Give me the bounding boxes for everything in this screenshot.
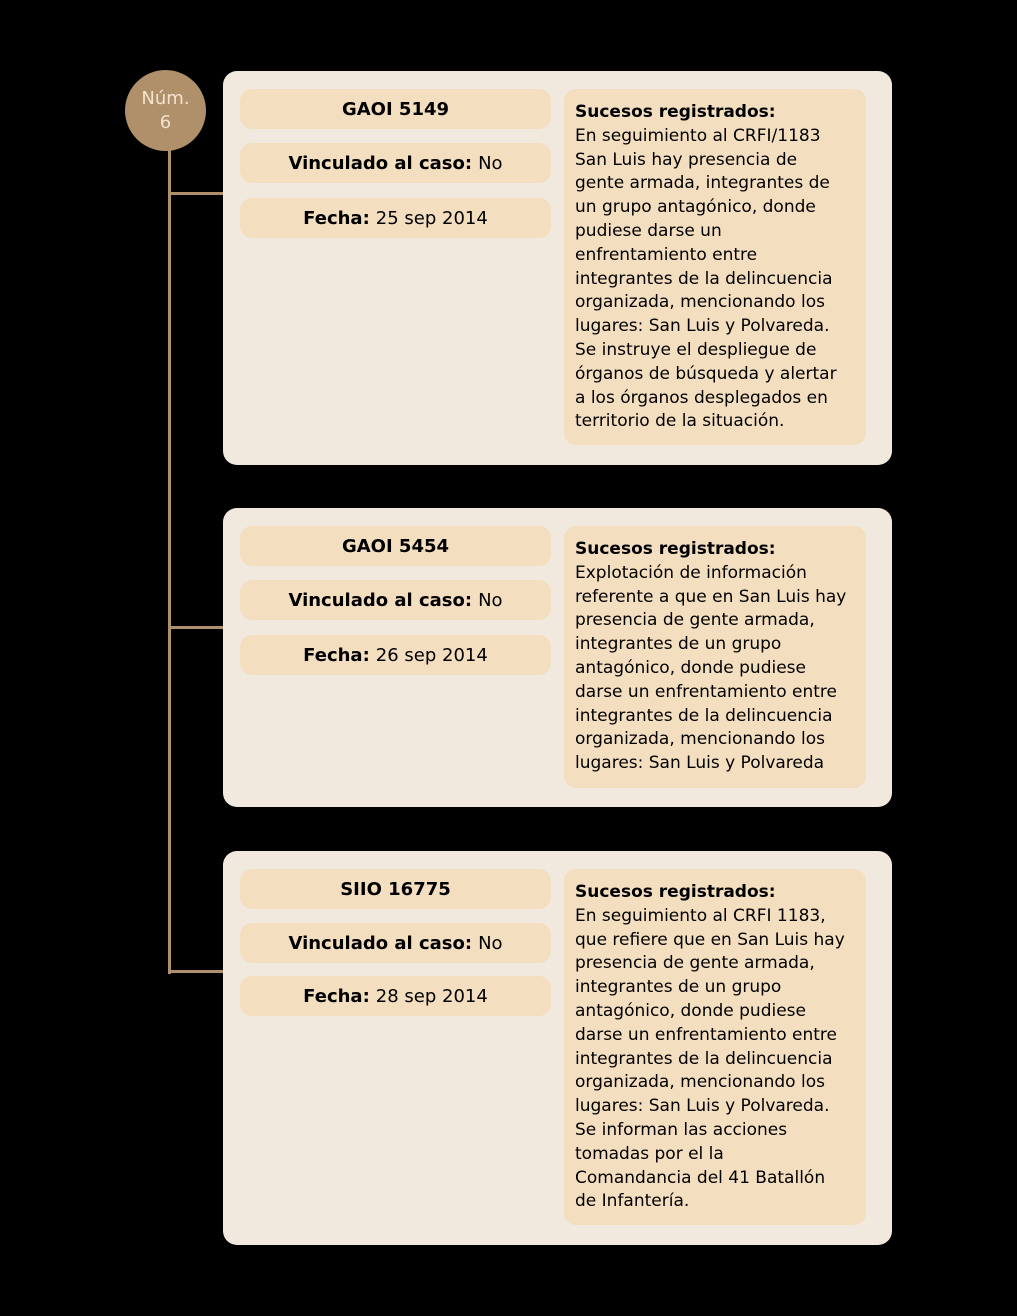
- linked-label: Vinculado al caso:: [288, 152, 473, 174]
- connector-branch-3: [168, 970, 224, 973]
- date-field: [240, 198, 551, 238]
- number-badge: [125, 70, 206, 151]
- linked-label: Vinculado al caso:: [288, 932, 473, 954]
- events-box: [564, 869, 866, 1225]
- events-text: En seguimiento al CRFI/1183 San Luis hay presencia de gente armada, integrantes de un grupo antagónico, donde pudiese darse un enfrentamiento entre integrantes de la delincuencia organizada, mencionando los lugares: San Luis y Polvareda. Se instruye el despliegue de órganos de búsqueda y alertar a los órganos desplegados en territorio de la situación.: [575, 125, 837, 432]
- date-label: Fecha:: [303, 207, 370, 229]
- linked-value: No: [478, 932, 503, 954]
- timeline-connector: [168, 140, 171, 974]
- date-field: [240, 635, 551, 675]
- badge-label: Núm.: [141, 87, 190, 109]
- events-box: [564, 526, 866, 788]
- record-id: GAOI 5454: [240, 526, 551, 566]
- date-value: 25 sep 2014: [375, 207, 488, 229]
- events-text: Explotación de información referente a que en San Luis hay presencia de gente armada, integrantes de un grupo antagónico, donde pudiese darse un enfrentamiento entre integrantes de la delincuencia organizada, mencionando los lugares: San Luis y Polvareda: [575, 562, 847, 774]
- linked-value: No: [478, 152, 503, 174]
- date-label: Fecha:: [303, 644, 370, 666]
- linked-field: [240, 143, 551, 183]
- record-id: SIIO 16775: [240, 869, 551, 909]
- connector-branch-1: [168, 192, 224, 195]
- linked-field: [240, 923, 551, 963]
- record-id: GAOI 5149: [240, 89, 551, 129]
- events-label: Sucesos registrados:: [575, 102, 776, 122]
- linked-label: Vinculado al caso:: [288, 589, 473, 611]
- events-label: Sucesos registrados:: [575, 539, 776, 559]
- events-label: Sucesos registrados:: [575, 882, 776, 902]
- linked-field: [240, 580, 551, 620]
- events-box: [564, 89, 866, 445]
- badge-number: 6: [159, 111, 172, 133]
- date-label: Fecha:: [303, 985, 370, 1007]
- record-card-3: [223, 851, 892, 1245]
- linked-value: No: [478, 589, 503, 611]
- date-value: 26 sep 2014: [375, 644, 488, 666]
- connector-branch-2: [168, 626, 224, 629]
- date-field: [240, 976, 551, 1016]
- record-card-1: [223, 71, 892, 465]
- events-text: En seguimiento al CRFI 1183, que refiere que en San Luis hay presencia de gente armada, integrantes de un grupo antagónico, donde pudiese darse un enfrentamiento entre integrantes de la delincuencia organizada, mencionando los lugares: San Luis y Polvareda. Se informan las acciones tomadas por el la Comandancia del 41 Batallón de Infantería.: [575, 905, 845, 1212]
- record-card-2: [223, 508, 892, 807]
- date-value: 28 sep 2014: [375, 985, 488, 1007]
